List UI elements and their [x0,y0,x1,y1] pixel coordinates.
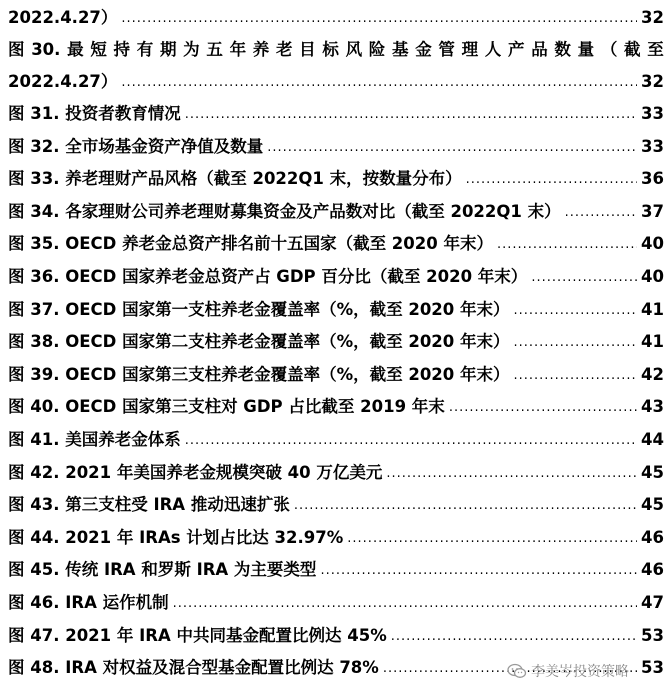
dot-leader [320,565,637,577]
toc-entry-title: 2022.4.27） [8,8,118,27]
toc-entry-page: 40 [641,234,664,254]
toc-entry-page: 53 [641,658,664,678]
dot-leader [121,77,637,89]
dot-leader [173,598,637,610]
dot-leader [347,533,637,545]
dot-leader [514,370,638,382]
title-segment: 截 [624,40,641,59]
toc-entry-page: 46 [641,527,664,547]
toc-entry-page: 42 [641,364,664,384]
toc-entry-title: 图 48. IRA 对权益及混合型基金配置比例达 78% [8,658,379,678]
toc-row[interactable] [8,66,664,92]
toc-entry-page: 46 [641,560,664,580]
toc-entry-page: 37 [641,201,664,221]
title-segment: 有 [136,40,154,59]
dot-leader [185,109,637,121]
toc-row[interactable] [8,228,664,254]
watermark-text: 李美岑投资策略 [531,664,629,680]
toc-entry-page: 32 [641,8,664,27]
toc-row[interactable] [8,620,664,646]
toc-entry-title: 图 47. 2021 年 IRA 中共同基金配置比例达 45% [8,625,387,645]
title-segment: 品 [531,40,548,59]
dot-leader [514,337,638,349]
toc-entry-title: 图 34. 各家理财公司养老理财募集资金及产品数对比（截至 2022Q1 末） [8,201,561,221]
title-segment: 标 [322,40,339,59]
title-segment: 人 [484,40,502,59]
title-segment: 养 [252,40,270,59]
title-segment: 量 [577,40,595,59]
title-segment: 期 [159,40,177,59]
dot-leader [565,207,637,219]
title-segment: 最 [67,40,84,59]
toc-entry-page: 33 [641,136,664,156]
toc-entry-page: 40 [641,267,664,286]
toc-row[interactable] [8,294,664,320]
toc-row[interactable] [8,489,664,515]
dot-leader [449,402,637,414]
toc-entry-page: 41 [641,299,664,319]
toc-entry-title-line1[interactable] [8,40,664,60]
toc-entry-page: 36 [641,169,664,189]
toc-entry-page: 45 [641,495,664,515]
toc-entry-title: 图 44. 2021 年 IRAs 计划占比达 32.97% [8,527,344,547]
toc-entry-page: 45 [641,462,664,482]
title-segment: 短 [90,40,107,59]
dot-leader [497,239,637,251]
title-segment: 数 [554,40,571,59]
title-segment: 持 [113,40,131,59]
toc-entry-page: 53 [641,625,664,645]
toc-row[interactable] [8,359,664,385]
title-segment: 五 [206,40,223,59]
title-segment: 险 [368,40,386,59]
toc-row[interactable] [8,2,664,28]
toc-entry-title: 图 38. OECD 国家第二支柱养老金覆盖率（%，截至 2020 年末） [8,332,510,352]
title-segment: 30. [31,40,61,59]
title-segment: 至 [647,40,664,59]
toc-row[interactable] [8,326,664,352]
title-segment: 产 [508,40,525,59]
toc-entry-title: 图 42. 2021 年美国养老金规模突破 40 万亿美元 [8,462,383,482]
toc-row[interactable] [8,131,664,157]
toc-row[interactable] [8,261,664,287]
toc-entry-title: 图 33. 养老理财产品风格（截至 2022Q1 末，按数量分布） [8,169,462,189]
toc-entry-title: 图 46. IRA 运作机制 [8,593,169,612]
toc-entry-page: 33 [641,104,664,123]
title-segment: 理 [461,40,479,59]
toc-entry-title: 图 39. OECD 国家第三支柱养老金覆盖率（%，截至 2020 年末） [8,364,510,384]
toc-row[interactable] [8,196,664,222]
toc-entry-page: 43 [641,397,664,417]
dot-leader [531,272,637,284]
wechat-icon [507,663,527,679]
title-segment: 老 [275,40,293,59]
dot-leader [386,468,637,480]
title-segment: 基 [391,40,409,59]
dot-leader [391,631,637,643]
dot-leader [267,142,637,154]
dot-leader [185,435,637,447]
toc-entry-title: 图 37. OECD 国家第一支柱养老金覆盖率（%，截至 2020 年末） [8,299,510,319]
toc-entry-title: 图 35. OECD 养老金总资产排名前十五国家（截至 2020 年末） [8,234,493,254]
watermark [507,660,629,682]
toc-entry-page: 44 [641,430,664,449]
title-segment: 金 [415,40,432,59]
toc-row[interactable] [8,522,664,548]
dot-leader [121,13,637,25]
toc-entry-title: 图 41. 美国养老金体系 [8,430,181,449]
dot-leader [466,174,637,186]
toc-entry-title: 图 36. OECD 国家养老金总资产占 GDP 百分比（截至 2020 年末） [8,267,528,286]
title-segment: 管 [438,40,455,59]
toc-entry-title: 图 31. 投资者教育情况 [8,104,181,123]
toc-row[interactable] [8,554,664,580]
toc-entry-title: 图 40. OECD 国家第三支柱对 GDP 占比截至 2019 年末 [8,397,445,417]
title-segment: （ [600,40,618,59]
dot-leader [294,500,637,512]
toc-entry-page: 47 [641,593,664,612]
toc-entry-title: 图 45. 传统 IRA 和罗斯 IRA 为主要类型 [8,560,317,580]
title-segment: 风 [345,40,363,59]
title-segment: 为 [183,40,200,59]
toc-row[interactable] [8,391,664,417]
toc-row[interactable] [8,424,664,450]
dot-leader [514,305,638,317]
toc-entry-page: 32 [641,72,664,91]
title-segment: 年 [229,40,247,59]
title-segment: 目 [299,40,316,59]
toc-row[interactable] [8,163,664,189]
toc-entry-title-line2: 2022.4.27） [8,72,118,91]
toc-entry-title: 图 43. 第三支柱受 IRA 推动迅速扩张 [8,495,290,515]
toc-entry-page: 41 [641,332,664,352]
toc-entry-title: 图 32. 全市场基金资产净值及数量 [8,136,264,156]
toc-row[interactable] [8,457,664,483]
toc-row[interactable] [8,98,664,124]
toc-row[interactable] [8,587,664,613]
title-segment: 图 [8,40,25,59]
